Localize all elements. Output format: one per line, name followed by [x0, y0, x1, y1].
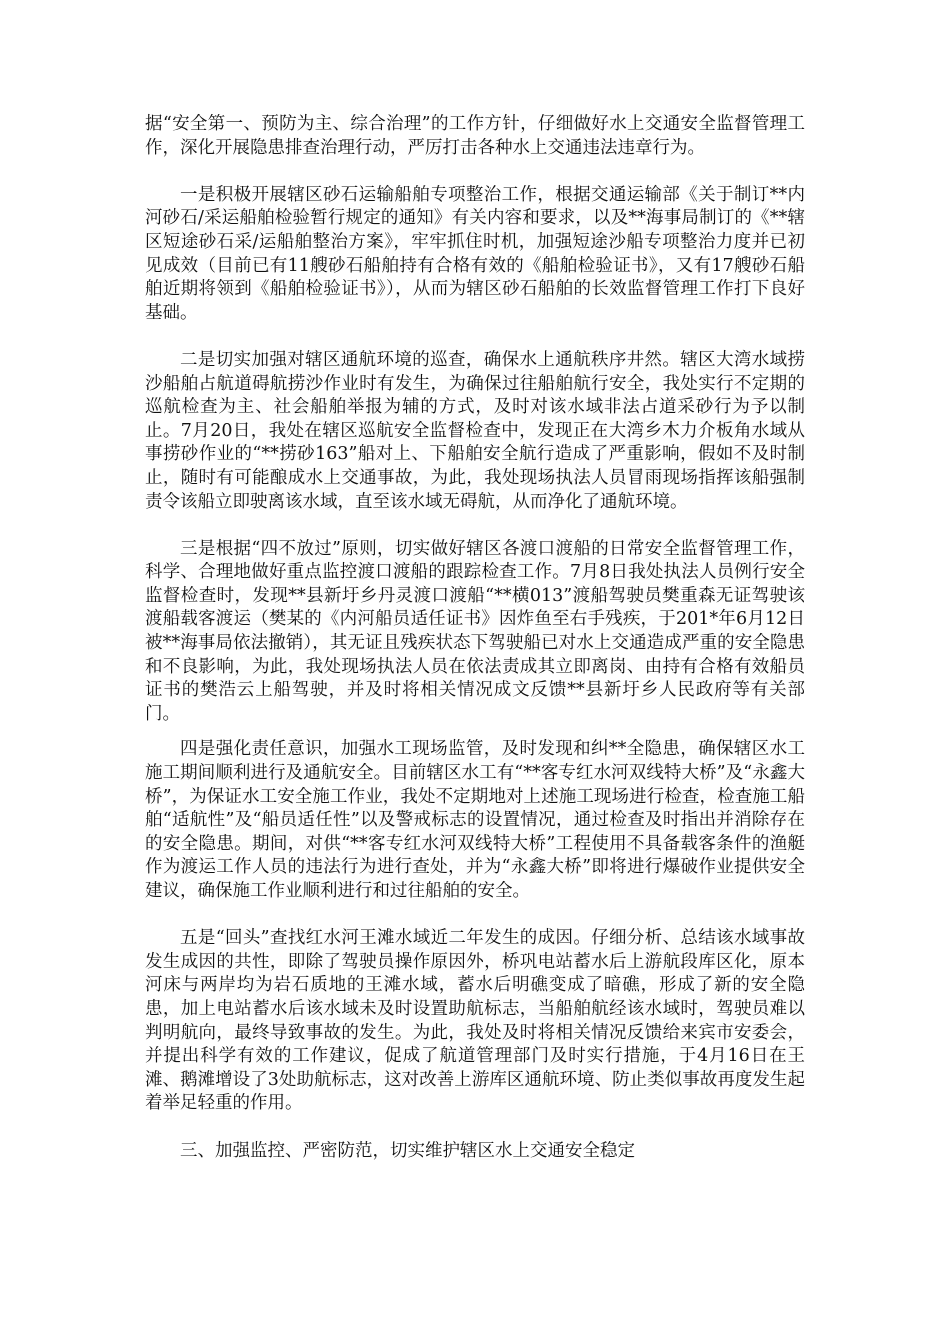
paragraph-intro: 据“安全第一、预防为主、综合治理”的工作方针，仔细做好水上交通安全监督管理工作，深化开展隐患排查治理行动，严厉打击各种水上交通违法违章行为。	[145, 114, 805, 158]
section-heading-3: 三、加强监控、严密防范，切实维护辖区水上交通安全稳定	[180, 1140, 635, 1161]
paragraph-item-2: 二是切实加强对辖区通航环境的巡查，确保水上通航秩序井然。辖区大湾水域捞沙船舶占航道碍航捞沙作业时有发生，为确保过往船舶航行安全，我处实行不定期的巡航检查为主、社会船舶举报为辅的方式，及时对该水域非法占道采砂行为予以制止。7月20日，我处在辖区巡航安全监督检查中，发现正在大湾乡木力介板角水域从事捞砂作业的“**捞砂163”船对上、下船舶安全航行造成了严重影响，假如不及时制止，随时有可能酿成水上交通事故，为此，我处现场执法人员冒雨现场指挥该船强制责令该船立即驶离该水域，直至该水域无碍航，从而净化了通航环境。	[145, 349, 805, 512]
paragraph-item-5: 五是“回头”查找红水河王滩水域近二年发生的成因。仔细分析、总结该水域事故发生成因的共性，即除了驾驶员操作原因外，桥巩电站蓄水后上游航段库区化，原本河床与两岸均为岩石质地的王滩水域，蓄水后明礁变成了暗礁，形成了新的安全隐患，加上电站蓄水后该水域未及时设置助航标志，当船舶航经该水域时，驾驶员难以判明航向，最终导致事故的发生。为此，我处及时将相关情况反馈给来宾市安委会，并提出科学有效的工作建议，促成了航道管理部门及时实行措施，于4月16日在王滩、鹅滩增设了3处助航标志，这对改善上游库区通航环境、防止类似事故再度发生起着举足轻重的作用。	[145, 928, 805, 1114]
paragraph-item-1: 一是积极开展辖区砂石运输船舶专项整治工作，根据交通运输部《关于制订**内河砂石/采运船舶检验暂行规定的通知》有关内容和要求，以及**海事局制订的《**辖区短途砂石采/运船舶整治方案》，牢牢抓住时机，加强短途沙船专项整治力度并已初见成效（目前已有11艘砂石船舶持有合格有效的《船舶检验证书》，又有17艘砂石船舶近期将领到《船舶检验证书》），从而为辖区砂石船舶的长效监督管理工作打下良好基础。	[145, 184, 805, 323]
paragraph-item-3: 三是根据“四不放过”原则，切实做好辖区各渡口渡船的日常安全监督管理工作，科学、合理地做好重点监控渡口渡船的跟踪检查工作。7月8日我处执法人员例行安全监督检查时，发现**县新圩乡丹灵渡口渡船“**横013”渡船驾驶员樊重森无证驾驶该渡船载客渡运（樊某的《内河船员适任证书》因炸鱼至右手残疾，于201*年6月12日被**海事局依法撤销），其无证且残疾状态下驾驶船已对水上交通造成严重的安全隐患和不良影响，为此，我处现场执法人员在依法责成其立即离岗、由持有合格有效船员证书的樊浩云上船驾驶，并及时将相关情况成文反馈**县新圩乡人民政府等有关部门。	[145, 538, 805, 724]
document-body	[145, 113, 805, 1163]
paragraph-item-4: 四是强化责任意识，加强水工现场监管，及时发现和纠**全隐患，确保辖区水工施工期间顺利进行及通航安全。目前辖区水工有“**客专红水河双线特大桥”及“永鑫大桥”，为保证水工安全施工作业，我处不定期地对上述施工现场进行检查，检查施工船舶“适航性”及“船员适任性”以及警戒标志的设置情况，通过检查及时指出并消除存在的安全隐患。期间，对供“**客专红水河双线特大桥”工程使用不具备载客条件的渔艇作为渡运工作人员的违法行为进行查处，并为“永鑫大桥”即将进行爆破作业提供安全建议，确保施工作业顺利进行和过往船舶的安全。	[145, 739, 805, 901]
